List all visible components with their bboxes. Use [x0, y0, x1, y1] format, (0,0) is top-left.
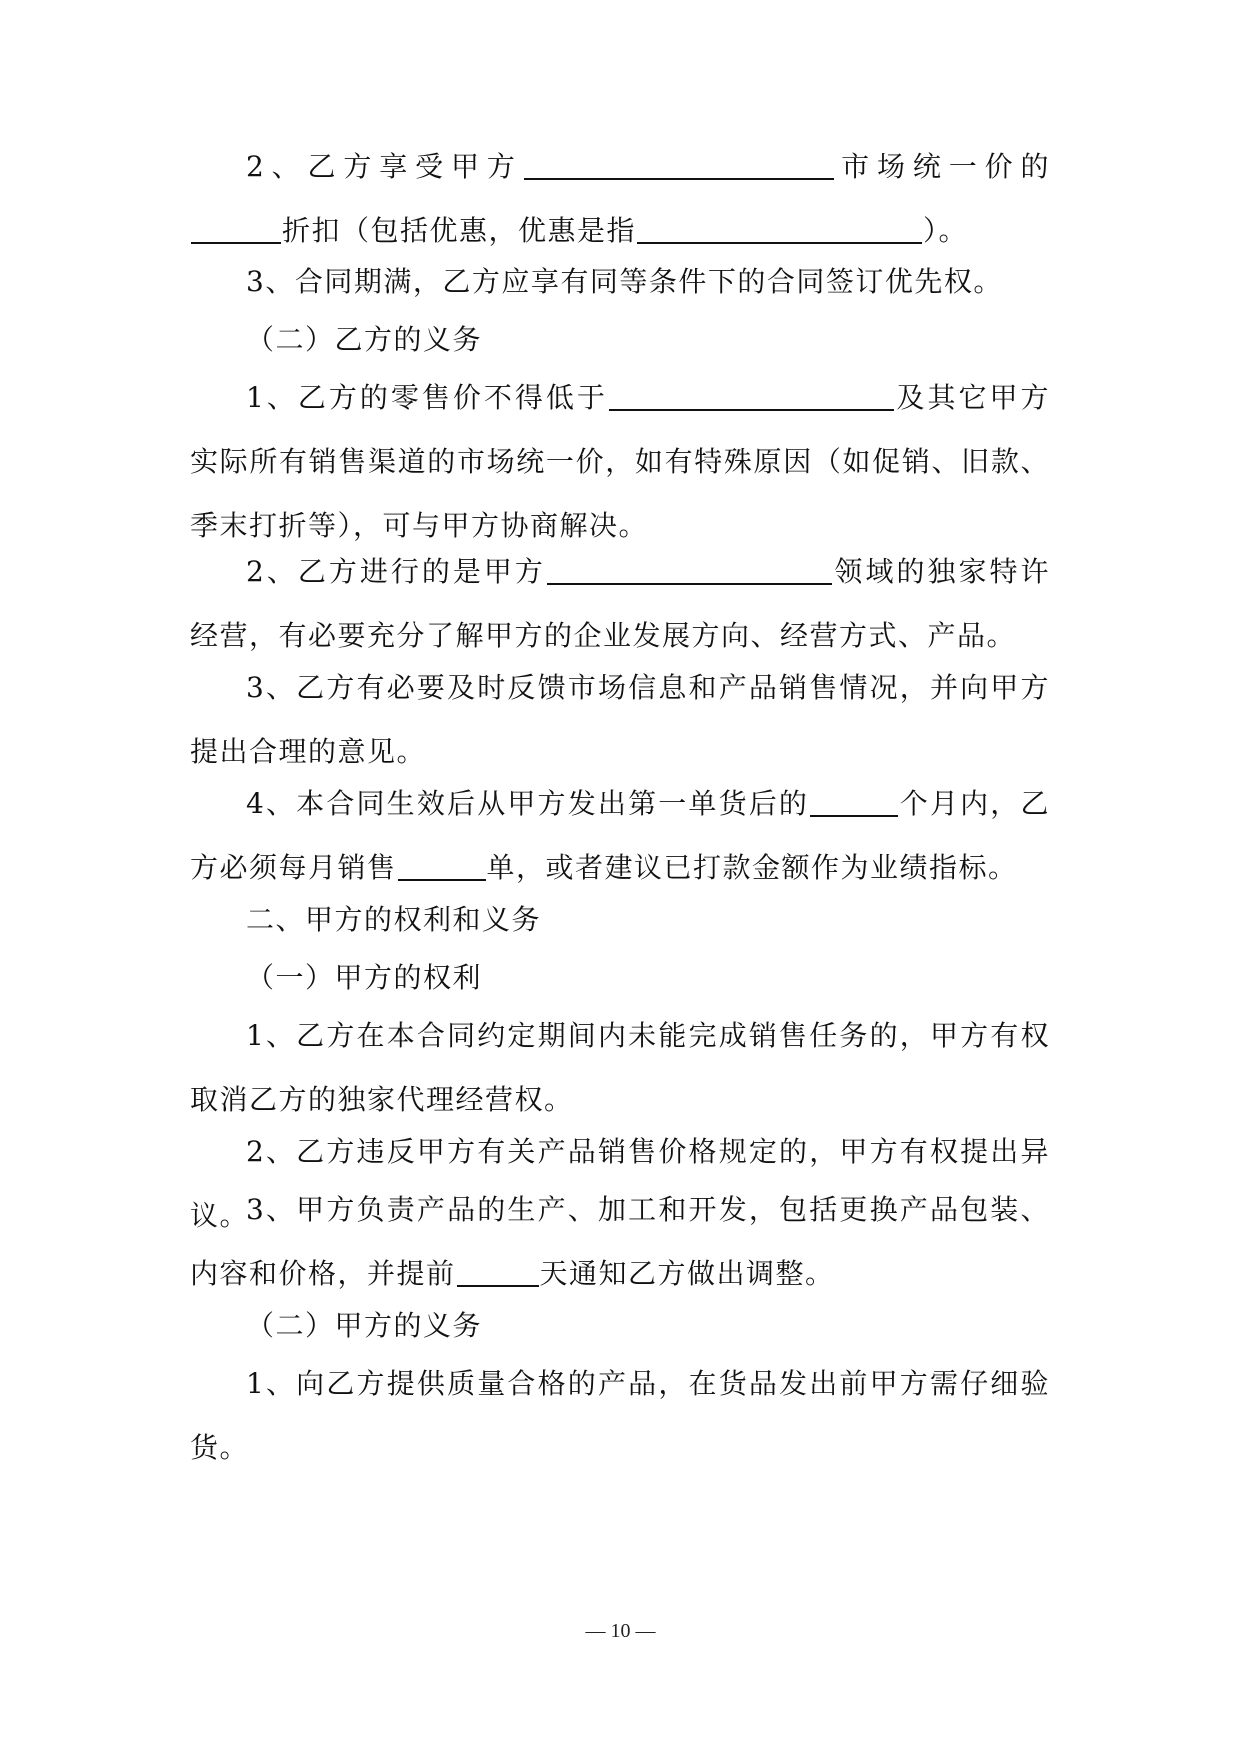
paragraph-text: ）。 — [923, 214, 969, 247]
paragraph-cancel-agency: 1、乙方在本合同约定期间内未能完成销售任务的，甲方有权取消乙方的独家代理经营权。 — [190, 1019, 1050, 1116]
fill-blank[interactable] — [191, 214, 281, 244]
paragraph-franchise-field — [190, 540, 1050, 668]
heading-party-b-obligations: （二）乙方的义务 — [246, 323, 483, 356]
paragraph-text: 3、甲方负责产品的生产、加工和开发，包括更换产品包装、内容和价格，并提前 — [190, 1193, 1050, 1290]
paragraph-text: 折扣（包括优惠，优惠是指 — [282, 214, 637, 247]
heading-party-a-rights: （一）甲方的权利 — [246, 961, 483, 994]
fill-blank[interactable] — [609, 381, 894, 411]
paragraph-text: 单，或者建议已打款金额作为业绩指标。 — [486, 851, 1018, 884]
heading-section-2: 二、甲方的权利和义务 — [246, 903, 542, 936]
fill-blank[interactable] — [524, 150, 834, 180]
paragraph-product-development — [190, 1178, 1050, 1306]
paragraph-text: 领域的独家特许经营，有必要充分了解甲方的企业发展方向、经营方式、产品。 — [190, 555, 1050, 652]
paragraph-sales-target — [190, 772, 1050, 900]
fill-blank[interactable] — [457, 1257, 539, 1287]
paragraph-text: 天通知乙方做出调整。 — [539, 1257, 835, 1290]
paragraph-text: 及其它甲方实际所有销售渠道的市场统一价，如有特殊原因（如促销、旧款、季末打折等），可与甲方协商解决。 — [190, 381, 1050, 542]
paragraph-discount — [190, 135, 1050, 263]
paragraph-text: 市场统一价的 — [834, 150, 1050, 183]
paragraph-text: 2、乙方进行的是甲方 — [246, 555, 546, 588]
paragraph-quality-products: 1、向乙方提供质量合格的产品，在货品发出前甲方需仔细验货。 — [190, 1367, 1050, 1464]
paragraph-text: 1、乙方的零售价不得低于 — [246, 381, 608, 414]
paragraph-retail-price — [190, 366, 1050, 558]
heading-party-a-obligations: （二）甲方的义务 — [246, 1309, 483, 1342]
paragraph-text: 个月内，乙方必须每月销售 — [190, 787, 1050, 884]
paragraph-text: 2、乙方享受甲方 — [246, 150, 523, 183]
fill-blank[interactable] — [547, 555, 832, 585]
fill-blank[interactable] — [637, 214, 922, 244]
paragraph-price-violation: 2、乙方违反甲方有关产品销售价格规定的，甲方有权提出异议。 — [190, 1135, 1050, 1232]
fill-blank[interactable] — [398, 851, 486, 881]
page-number: — 10 — — [585, 1620, 656, 1642]
paragraph-renewal-priority: 3、合同期满，乙方应享有同等条件下的合同签订优先权。 — [246, 265, 1003, 298]
fill-blank[interactable] — [810, 787, 898, 817]
paragraph-text: 4、本合同生效后从甲方发出第一单货后的 — [246, 787, 810, 820]
paragraph-market-feedback: 3、乙方有必要及时反馈市场信息和产品销售情况，并向甲方提出合理的意见。 — [190, 671, 1050, 768]
